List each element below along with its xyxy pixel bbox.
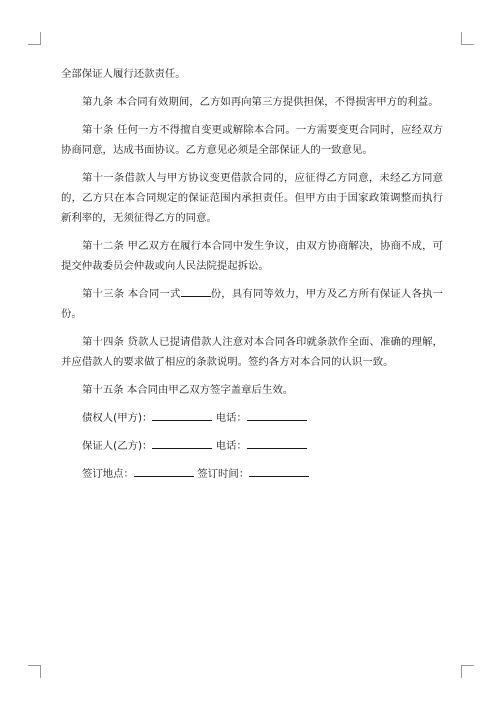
creditor-phone-label: 电话：	[215, 412, 247, 424]
creditor-blank[interactable]	[152, 408, 212, 421]
signing-info-line	[61, 464, 443, 484]
creditor-signature-line	[61, 408, 443, 428]
article-15: 第十五条 本合同由甲乙双方签字盖章后生效。	[82, 384, 294, 396]
document-body	[61, 64, 443, 492]
guarantor-signature-line	[61, 436, 443, 456]
copies-blank[interactable]	[181, 284, 211, 297]
creditor-phone-blank[interactable]	[247, 408, 307, 421]
time-label: 签订时间：	[197, 468, 250, 480]
crop-mark-top-left	[28, 32, 41, 45]
place-label: 签订地点：	[82, 468, 134, 480]
article-14: 第十四条 贷款人已提请借款人注意对本合同各印就条款作全面、准确的理解，并应借款人的要求做了相应的条款说明。签约各方对本合同的认识一致。	[61, 336, 443, 368]
guarantor-blank[interactable]	[152, 436, 212, 449]
creditor-label: 债权人(甲方)：	[82, 412, 153, 424]
time-blank[interactable]	[249, 464, 309, 477]
crop-mark-bottom-right	[461, 665, 474, 678]
guarantor-phone-blank[interactable]	[247, 436, 307, 449]
crop-mark-bottom-left	[28, 665, 41, 678]
guarantor-label: 保证人(乙方)：	[82, 440, 153, 452]
article-10: 第十条 任何一方不得擅自变更或解除本合同。一方需要变更合同时，应经双方协商同意，达成书面协议。乙方意见必须是全部保证人的一致意见。	[61, 124, 443, 156]
article-12: 第十二条 甲乙双方在履行本合同中发生争议，由双方协商解决，协商不成，可提交仲裁委员会仲裁或向人民法院提起拆讼。	[61, 240, 443, 272]
article-9: 第九条 本合同有效期间，乙方如再向第三方提供担保，不得损害甲方的利益。	[82, 96, 439, 108]
article-11: 第十一条借款人与甲方协议变更借款合同的，应征得乙方同意，未经乙方同意的，乙方只在本合同规定的保证范围内承担责任。但甲方由于国家政策调整而执行新利率的，无须征得乙方的同意。	[61, 172, 443, 224]
article-13-before: 第十三条 本合同一式	[82, 288, 181, 300]
crop-mark-top-right	[461, 32, 474, 45]
paragraph-continuation: 全部保证人履行还款责任。	[61, 68, 186, 80]
article-13	[61, 284, 443, 324]
article-13-after: 份，具有同等效力，甲方及乙方所有保证人各执一份。	[61, 288, 443, 320]
place-blank[interactable]	[134, 464, 194, 477]
guarantor-phone-label: 电话：	[215, 440, 247, 452]
